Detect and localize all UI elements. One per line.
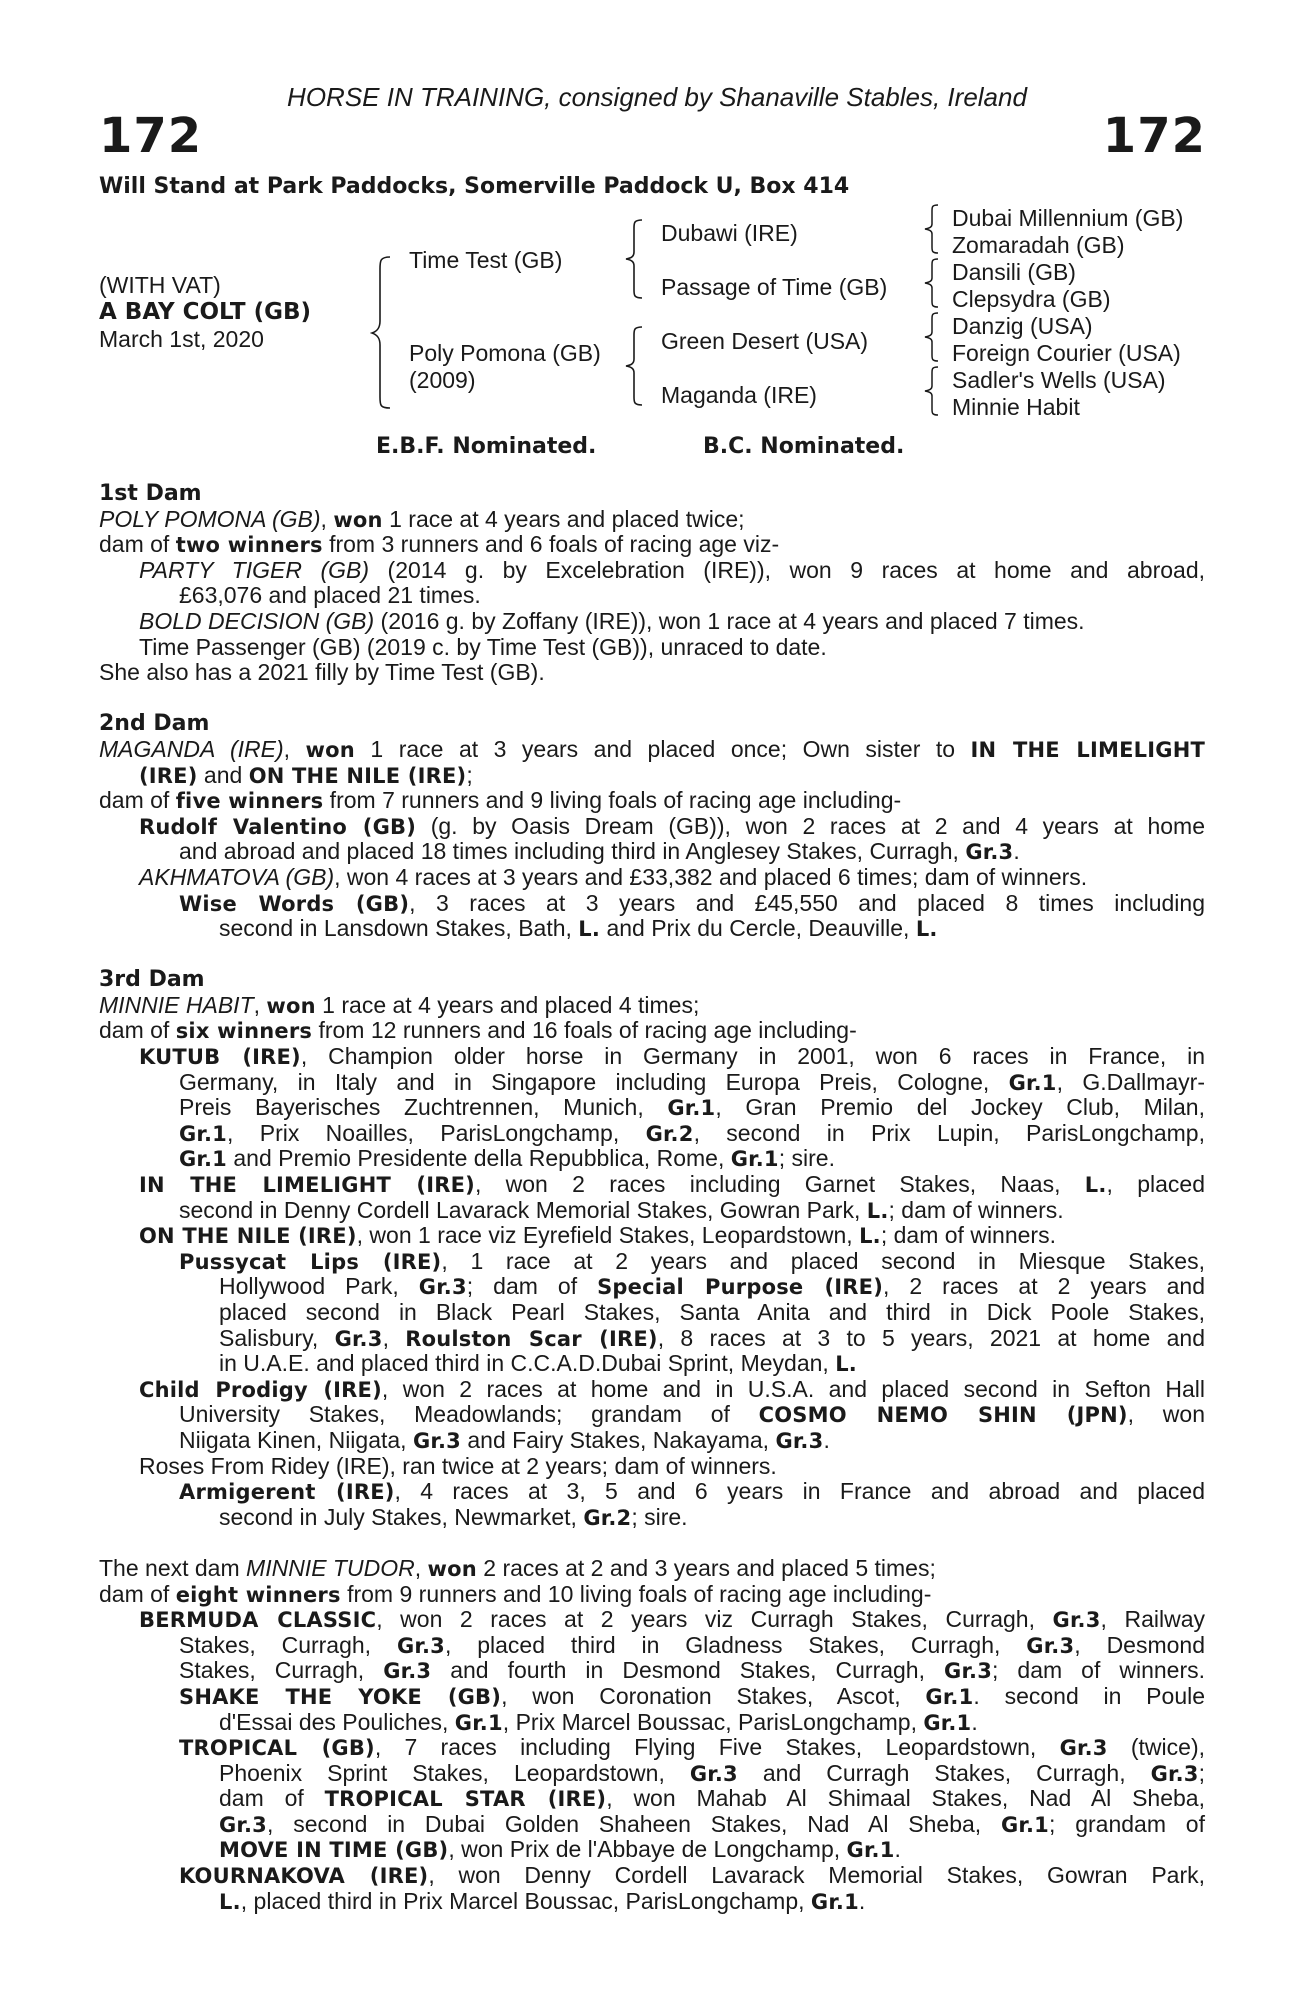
first-dam-section xyxy=(99,507,1205,686)
text-line: L., placed third in Prix Marcel Boussac, ParisLongchamp, Gr.1. xyxy=(219,1887,866,1914)
pedigree-brace-g3 xyxy=(922,311,944,363)
text-line: SHAKE THE YOKE (GB), won Coronation Stakes, Ascot, Gr.1. second in Poule xyxy=(179,1682,1206,1709)
text-line: Niigata Kinen, Niigata, Gr.3 and Fairy Stakes, Nakayama, Gr.3. xyxy=(179,1426,830,1453)
pedigree-sire: Time Test (GB) xyxy=(409,247,563,273)
text-line: dam of five winners from 7 runners and 9 living foals of racing age including- xyxy=(99,787,902,814)
pedigree-brace-dam xyxy=(624,325,652,407)
text-line: second in Denny Cordell Lavarack Memorial Stakes, Gowran Park, L.; dam of winners. xyxy=(179,1196,1064,1223)
pedigree-g4: Clepsydra (GB) xyxy=(952,286,1111,312)
pedigree-dam-sire: Green Desert (USA) xyxy=(661,328,869,354)
text-line: Roses From Ridey (IRE), ran twice at 2 years; dam of winners. xyxy=(139,1452,777,1479)
text-line: MOVE IN TIME (GB), won Prix de l'Abbaye de Longchamp, Gr.1. xyxy=(219,1836,901,1863)
lot-number-left: 172 xyxy=(99,108,203,164)
text-line: IN THE LIMELIGHT (IRE), won 2 races including Garnet Stakes, Naas, L., placed xyxy=(139,1171,1205,1198)
text-line: TROPICAL (GB), 7 races including Flying Five Stakes, Leopardstown, Gr.3 (twice), xyxy=(179,1734,1205,1761)
text-line: and abroad and placed 18 times including third in Anglesey Stakes, Curragh, Gr.3. xyxy=(179,838,1020,865)
third-dam-heading: 3rd Dam xyxy=(99,967,205,993)
text-line: The next dam MINNIE TUDOR, won 2 races at 2 and 3 years and placed 5 times; xyxy=(99,1554,936,1581)
text-line: Gr.1 and Premio Presidente della Repubblica, Rome, Gr.1; sire. xyxy=(179,1145,835,1172)
text-line: Rudolf Valentino (GB) (g. by Oasis Dream (GB)), won 2 races at 2 and 4 years at home xyxy=(139,812,1205,839)
pedigree-sire-sire: Dubawi (IRE) xyxy=(661,220,798,246)
text-line: (IRE) and ON THE NILE (IRE); xyxy=(139,761,473,788)
text-line: BERMUDA CLASSIC, won 2 races at 2 years viz Curragh Stakes, Curragh, Gr.3, Railway xyxy=(139,1606,1205,1633)
text-line: Hollywood Park, Gr.3; dam of Special Purpose (IRE), 2 races at 2 years and xyxy=(219,1273,1206,1300)
text-line: Child Prodigy (IRE), won 2 races at home and in U.S.A. and placed second in Sefton Hall xyxy=(139,1375,1205,1402)
text-line: MINNIE HABIT, won 1 race at 4 years and placed 4 times; xyxy=(99,991,700,1018)
text-line: d'Essai des Pouliches, Gr.1, Prix Marcel Boussac, ParisLongchamp, Gr.1. xyxy=(219,1708,978,1735)
pedigree-sire-dam: Passage of Time (GB) xyxy=(661,274,888,300)
text-line: POLY POMONA (GB), won 1 race at 4 years and placed twice; xyxy=(99,505,745,532)
pedigree-dam-year: (2009) xyxy=(409,367,476,393)
text-line: Preis Bayerisches Zuchtrennen, Munich, Gr.1, Gran Premio del Jockey Club, Milan, xyxy=(179,1094,1205,1121)
text-line: MAGANDA (IRE), won 1 race at 3 years and placed once; Own sister to IN THE LIMELIGHT xyxy=(99,735,1205,762)
pedigree-brace-sire xyxy=(624,218,652,300)
second-dam-section xyxy=(99,737,1205,942)
lot-number-right: 172 xyxy=(1102,108,1206,164)
text-line: Stakes, Curragh, Gr.3, placed third in Gladness Stakes, Curragh, Gr.3, Desmond xyxy=(179,1631,1206,1658)
text-line: PARTY TIGER (GB) (2014 g. by Excelebration (IRE)), won 9 races at home and abroad, xyxy=(139,556,1205,583)
text-line: Gr.3, second in Dubai Golden Shaheen Stakes, Nad Al Sheba, Gr.1; grandam of xyxy=(219,1810,1205,1837)
pedigree-g7: Sadler's Wells (USA) xyxy=(952,367,1166,393)
pedigree-brace-g2 xyxy=(922,257,944,309)
text-line: AKHMATOVA (GB), won 4 races at 3 years and £33,382 and placed 6 times; dam of winners. xyxy=(139,863,1088,890)
text-line: ON THE NILE (IRE), won 1 race viz Eyrefield Stakes, Leopardstown, L.; dam of winners. xyxy=(139,1222,1056,1249)
pedigree-g6: Foreign Courier (USA) xyxy=(952,340,1181,366)
text-line: second in Lansdown Stakes, Bath, L. and Prix du Cercle, Deauville, L. xyxy=(219,915,938,942)
text-line: Pussycat Lips (IRE), 1 race at 2 years and placed second in Miesque Stakes, xyxy=(179,1247,1205,1274)
text-line: BOLD DECISION (GB) (2016 g. by Zoffany (IRE)), won 1 race at 4 years and placed 7 times. xyxy=(139,607,1085,634)
first-dam-heading: 1st Dam xyxy=(99,481,202,506)
text-line: dam of two winners from 3 runners and 6 foals of racing age viz- xyxy=(99,531,780,558)
text-line: dam of six winners from 12 runners and 16 foals of racing age including- xyxy=(99,1017,857,1044)
text-line: dam of TROPICAL STAR (IRE), won Mahab Al Shimaal Stakes, Nad Al Sheba, xyxy=(219,1785,1205,1812)
pedigree-g2: Zomaradah (GB) xyxy=(952,232,1125,258)
bc-nomination: B.C. Nominated. xyxy=(703,434,905,459)
text-line: Stakes, Curragh, Gr.3 and fourth in Desmond Stakes, Curragh, Gr.3; dam of winners. xyxy=(179,1657,1206,1684)
text-line: second in July Stakes, Newmarket, Gr.2; sire. xyxy=(219,1503,688,1530)
catalogue-body xyxy=(99,481,1205,1914)
text-line: Germany, in Italy and in Singapore including Europa Preis, Cologne, Gr.1, G.Dallmayr- xyxy=(179,1068,1206,1095)
text-line: Time Passenger (GB) (2019 c. by Time Test (GB)), unraced to date. xyxy=(139,633,827,660)
next-dam-section xyxy=(99,1556,1205,1914)
pedigree-dam: Poly Pomona (GB) xyxy=(409,340,601,366)
text-line: University Stakes, Meadowlands; grandam of COSMO NEMO SHIN (JPN), won xyxy=(179,1401,1205,1428)
stand-location: Will Stand at Park Paddocks, Somerville Paddock U, Box 414 xyxy=(99,174,850,199)
pedigree-brace-g4 xyxy=(922,365,944,417)
ebf-nomination: E.B.F. Nominated. xyxy=(376,434,597,459)
pedigree-g1: Dubai Millennium (GB) xyxy=(952,205,1184,231)
pedigree-brace-main xyxy=(370,255,400,410)
text-line: Salisbury, Gr.3, Roulston Scar (IRE), 8 races at 3 to 5 years, 2021 at home and xyxy=(219,1324,1205,1351)
pedigree-dam-dam: Maganda (IRE) xyxy=(661,382,817,408)
text-line: Wise Words (GB), 3 races at 3 years and £45,550 and placed 8 times including xyxy=(179,889,1205,916)
text-line: Phoenix Sprint Stakes, Leopardstown, Gr.3 and Curragh Stakes, Curragh, Gr.3; xyxy=(219,1759,1205,1786)
text-line: Gr.1, Prix Noailles, ParisLongchamp, Gr.2, second in Prix Lupin, ParisLongchamp, xyxy=(179,1119,1205,1146)
text-line: KOURNAKOVA (IRE), won Denny Cordell Lavarack Memorial Stakes, Gowran Park, xyxy=(179,1862,1206,1889)
foaling-date: March 1st, 2020 xyxy=(99,326,264,352)
text-line: £63,076 and placed 21 times. xyxy=(179,582,481,609)
pedigree-g5: Danzig (USA) xyxy=(952,313,1093,339)
vat-note: (WITH VAT) xyxy=(99,272,221,298)
text-line: She also has a 2021 filly by Time Test (GB). xyxy=(99,659,545,686)
text-line: Armigerent (IRE), 4 races at 3, 5 and 6 years in France and abroad and placed xyxy=(179,1478,1205,1505)
second-dam-heading: 2nd Dam xyxy=(99,711,210,737)
text-line: in U.A.E. and placed third in C.C.A.D.Dubai Sprint, Meydan, L. xyxy=(219,1350,857,1377)
pedigree-g8: Minnie Habit xyxy=(952,394,1080,420)
consignment-header: HORSE IN TRAINING, consigned by Shanaville Stables, Ireland xyxy=(287,82,1027,112)
horse-name: A BAY COLT (GB) xyxy=(99,299,312,325)
text-line: KUTUB (IRE), Champion older horse in Germany in 2001, won 6 races in France, in xyxy=(139,1043,1206,1070)
text-line: placed second in Black Pearl Stakes, Santa Anita and third in Dick Poole Stakes, xyxy=(219,1299,1205,1325)
pedigree-g3: Dansili (GB) xyxy=(952,259,1076,285)
third-dam-section xyxy=(99,993,1205,1530)
pedigree-brace-g1 xyxy=(922,203,944,255)
text-line: dam of eight winners from 9 runners and 10 living foals of racing age including- xyxy=(99,1580,932,1607)
